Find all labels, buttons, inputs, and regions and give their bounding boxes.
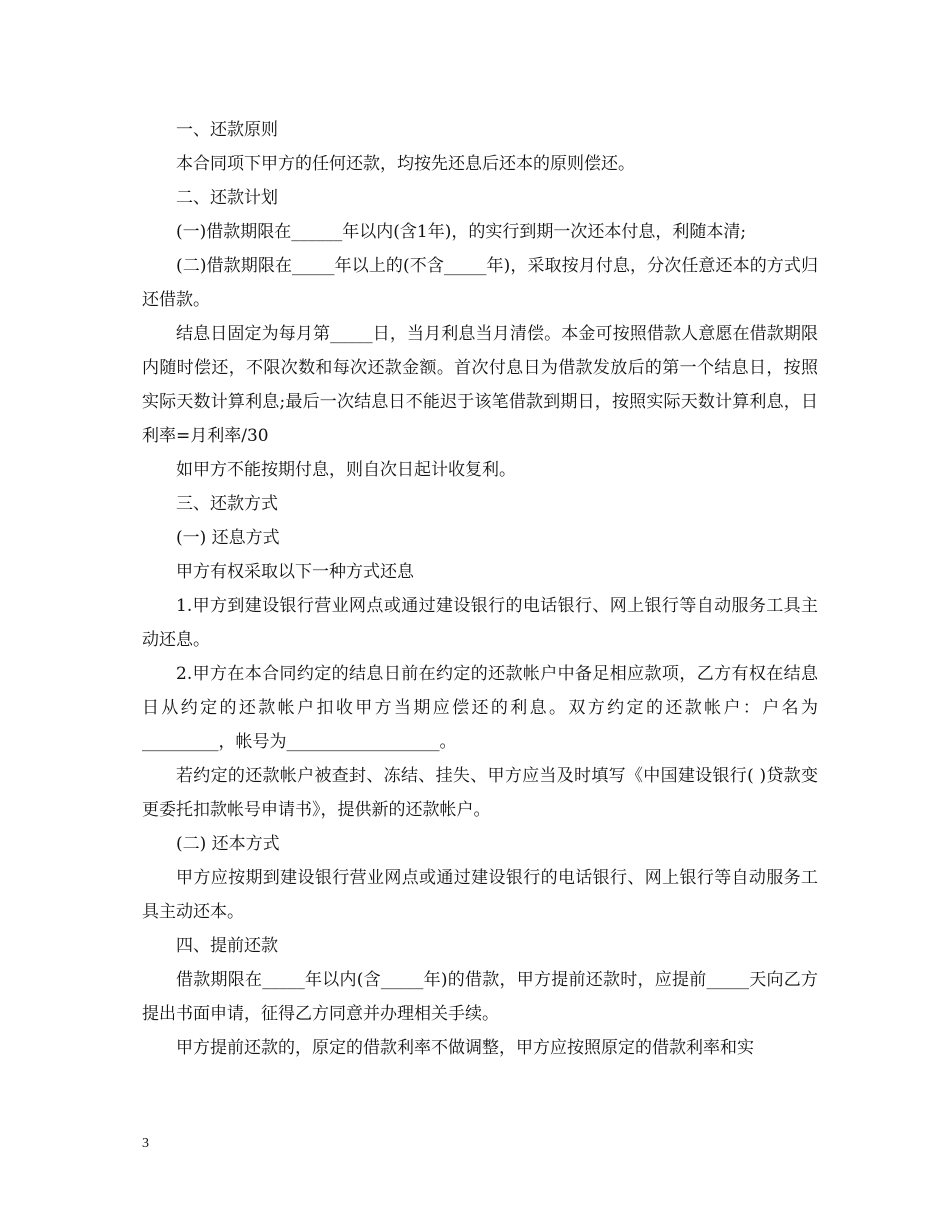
heading-repayment-method: 三、还款方式 (176, 494, 278, 514)
paragraph: 借款期限在_____年以内(含_____年)的借款，甲方提前还款时，应提前_____天向乙方提出书面申请，征得乙方同意并办理相关手续。 (142, 970, 818, 1024)
heading-repayment-plan: 二、还款计划 (176, 188, 278, 208)
paragraph: (二)借款期限在_____年以上的(不含_____年)，采取按月付息，分次任意还本的方式归还借款。 (142, 256, 818, 310)
paragraph: 甲方应按期到建设银行营业网点或通过建设银行的电话银行、网上银行等自动服务工具主动还本。 (142, 868, 818, 922)
heading-early-repayment: 四、提前还款 (176, 936, 278, 956)
paragraph: (一)借款期限在______年以内(含1年)，的实行到期一次还本付息，利随本清; (176, 222, 747, 242)
document-body (142, 113, 818, 1065)
paragraph: 若约定的还款帐户被查封、冻结、挂失、甲方应当及时填写《中国建设银行( )贷款变更委托扣款帐号申请书》，提供新的还款帐户。 (142, 766, 818, 820)
heading-repayment-principle: 一、还款原则 (176, 120, 278, 140)
paragraph: 如甲方不能按期付息，则自次日起计收复利。 (176, 460, 516, 480)
subheading-interest-method: (一) 还息方式 (176, 528, 280, 548)
subheading-principal-method: (二) 还本方式 (176, 834, 280, 854)
paragraph: 甲方提前还款的，原定的借款利率不做调整，甲方应按照原定的借款利率和实 (176, 1038, 754, 1058)
paragraph: 2.甲方在本合同约定的结息日前在约定的还款帐户中备足相应款项，乙方有权在结息日从约定的还款帐户扣收甲方当期应偿还的利息。双方约定的还款帐户：户名为_________，帐号为__________________。 (142, 664, 818, 752)
paragraph: 甲方有权采取以下一种方式还息 (176, 562, 414, 582)
page-number: 3 (142, 1136, 149, 1151)
paragraph: 结息日固定为每月第_____日，当月利息当月清偿。本金可按照借款人意愿在借款期限内随时偿还，不限次数和每次还款金额。首次付息日为借款发放后的第一个结息日，按照实际天数计算利息;最后一次结息日不能迟于该笔借款到期日，按照实际天数计算利息，日利率=月利率/30 (142, 324, 818, 446)
paragraph: 本合同项下甲方的任何还款，均按先还息后还本的原则偿还。 (176, 154, 635, 174)
paragraph: 1.甲方到建设银行营业网点或通过建设银行的电话银行、网上银行等自动服务工具主动还息。 (142, 596, 818, 650)
